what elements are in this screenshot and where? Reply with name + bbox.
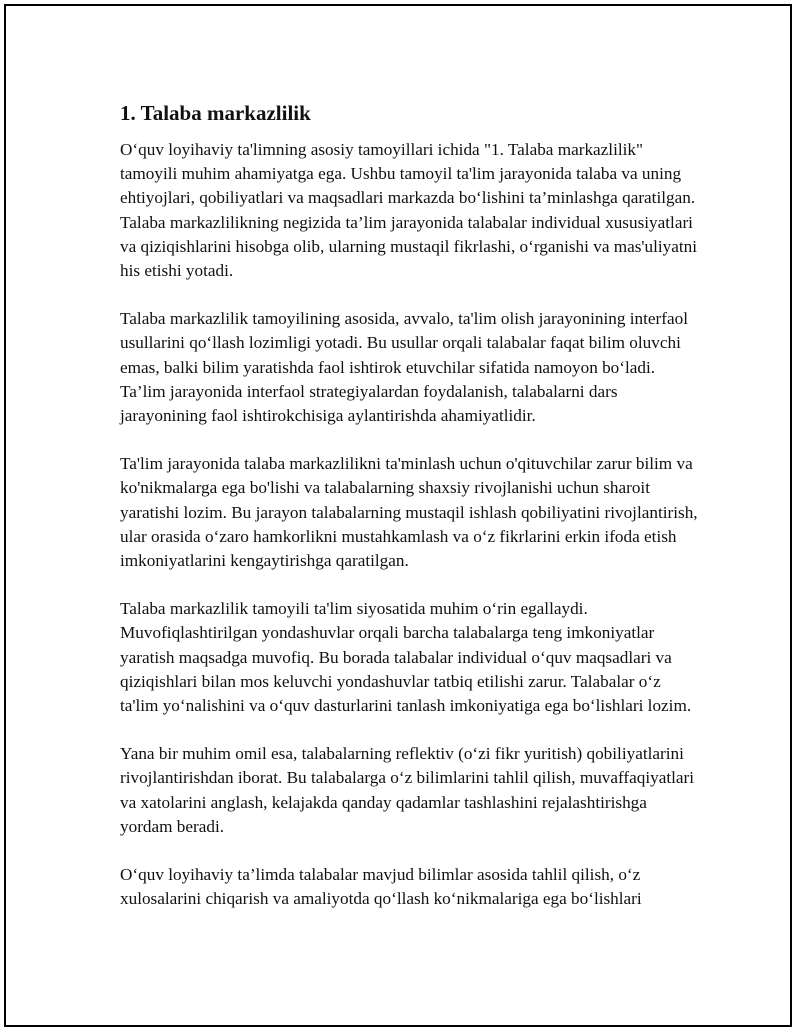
paragraph-4: Talaba markazlilik tamoyili ta'lim siyosatida muhim o‘rin egallaydi. Muvofiqlashtirilgan yondashuvlar orqali barcha talabalarga teng imkoniyatlar yaratish maqsadga muvofiq. Bu borada talabalar individual o‘quv maqsadlari va qiziqishlari bilan mos keluvchi yondashuvlar tatbiq etilishi zarur. Talabalar o‘z ta'lim yo‘nalishini va o‘quv dasturlarini tanlash imkoniyatiga ega bo‘lishlari lozim. bbox=[120, 599, 692, 716]
page-frame bbox=[4, 4, 792, 1027]
section-heading: 1. Talaba markazlilik bbox=[120, 101, 311, 125]
document-body bbox=[120, 98, 702, 935]
paragraph-5: Yana bir muhim omil esa, talabalarning reflektiv (o‘zi fikr yuritish) qobiliyatlarini rivojlantirishdan iborat. Bu talabalarga o‘z bilimlarini tahlil qilish, muvaffaqiyatlari va xatolarini anglash, kelajakda qanday qadamlar tashlashini rejalashtirishga yordam beradi. bbox=[120, 744, 695, 836]
paragraph-1: O‘quv loyihaviy ta'limning asosiy tamoyillari ichida "1. Talaba markazlilik" tamoyili muhim ahamiyatga ega. Ushbu tamoyil ta'lim jarayonida talaba va uning ehtiyojlari, qobiliyatlari va maqsadlari markazda bo‘lishini ta’minlashga qaratilgan. Talaba markazlilikning negizida ta’lim jarayonida talabalar individual xususiyatlari va qiziqishlarini hisobga olib, ularning mustaqil fikrlashi, o‘rganishi va mas'uliyatni his etishi yotadi. bbox=[120, 140, 698, 281]
paragraph-3: Ta'lim jarayonida talaba markazlilikni ta'minlash uchun o'qituvchilar zarur bilim va ko'nikmalarga ega bo'lishi va talabalarning shaxsiy rivojlanishi uchun sharoit yaratishi lozim. Bu jarayon talabalarning mustaqil ishlash qobiliyatini rivojlantirish, ular orasida o‘zaro hamkorlikni mustahkamlash va o‘z fikrlarini erkin ifoda etish imkoniyatlarini kengaytirishga qaratilgan. bbox=[120, 454, 698, 571]
paragraph-6: O‘quv loyihaviy ta’limda talabalar mavjud bilimlar asosida tahlil qilish, o‘z xulosalarini chiqarish va amaliyotda qo‘llash ko‘nikmalariga ega bo‘lishlari bbox=[120, 865, 642, 909]
paragraph-2: Talaba markazlilik tamoyilining asosida, avvalo, ta'lim olish jarayonining interfaol usullarini qo‘llash lozimligi yotadi. Bu usullar orqali talabalar faqat bilim oluvchi emas, balki bilim yaratishda faol ishtirok etuvchilar sifatida namoyon bo‘ladi. Ta’lim jarayonida interfaol strategiyalardan foydalanish, talabalarni dars jarayonining faol ishtirokchisiga aylantirishda ahamiyatlidir. bbox=[120, 309, 688, 426]
